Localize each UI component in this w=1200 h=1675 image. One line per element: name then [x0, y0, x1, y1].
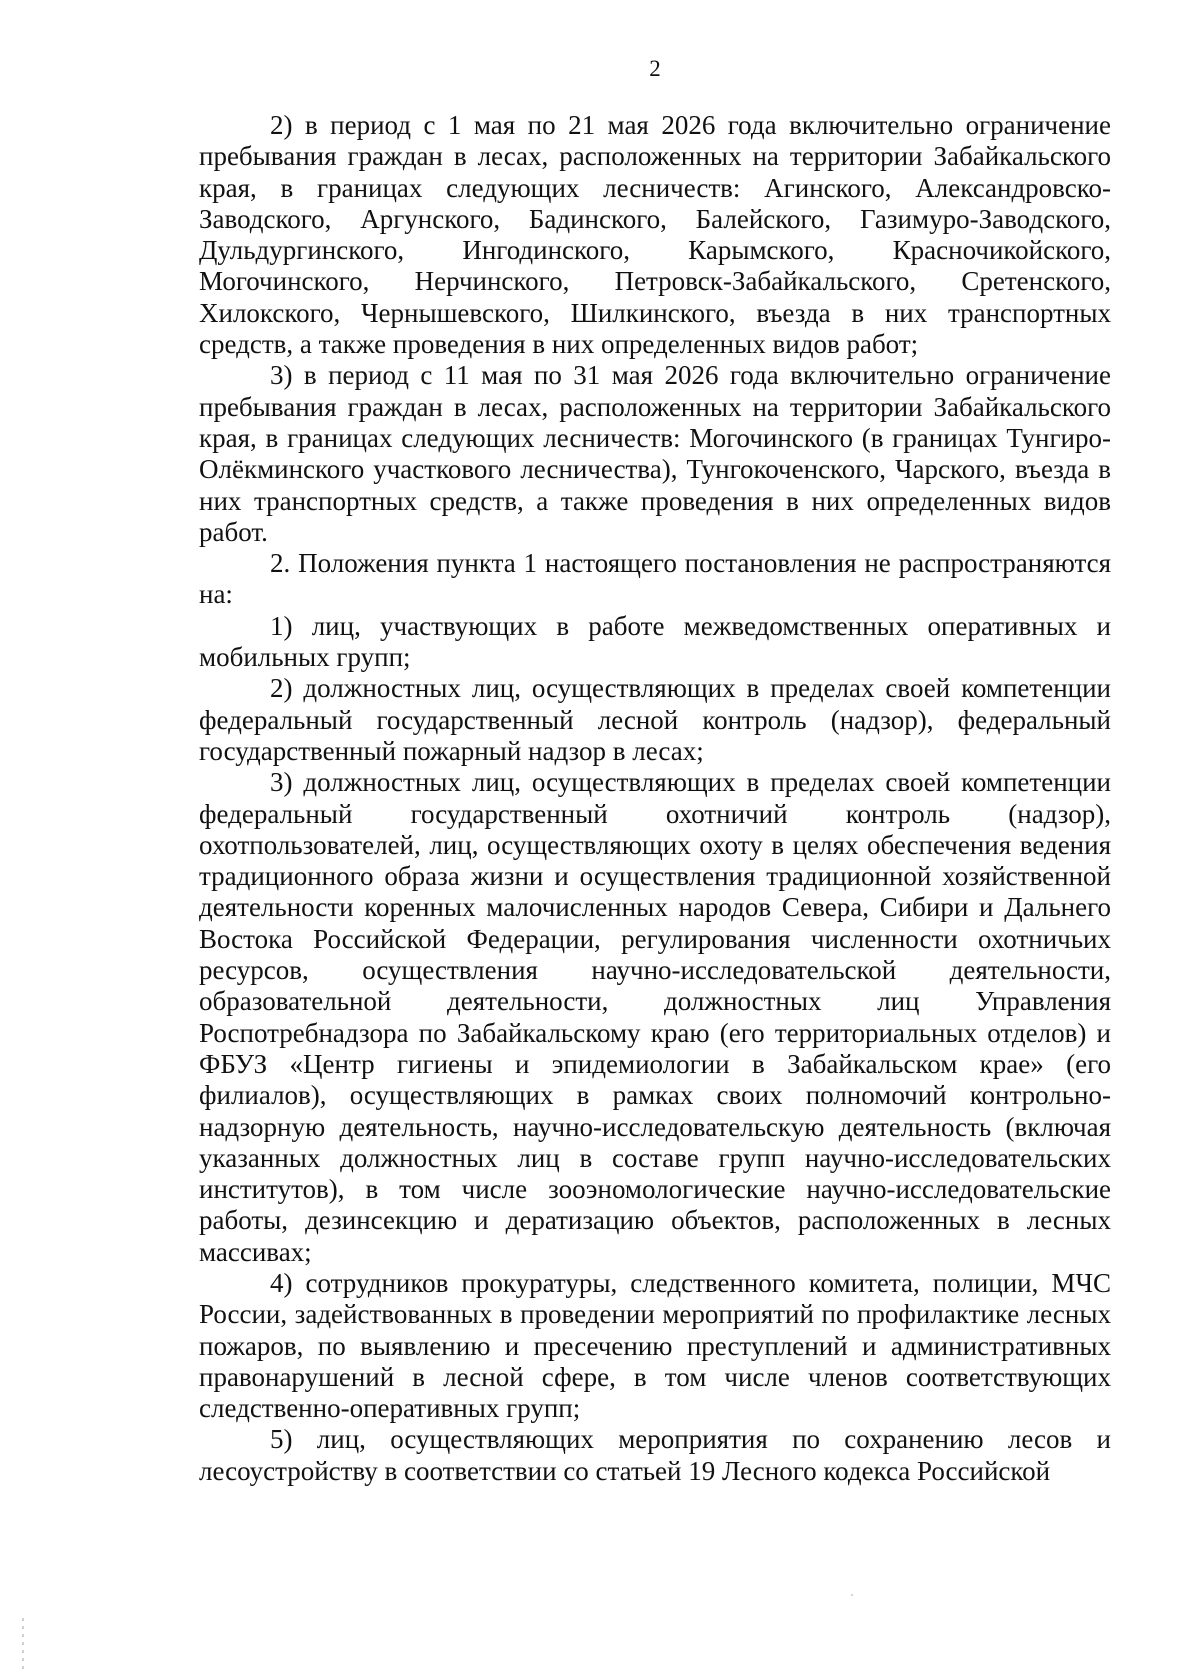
paragraph-exception-2-forest-control: 2) должностных лиц, осуществляющих в пределах своей компетенции федеральный государственный лесной контроль (надзор), федеральный государственный пожарный надзор в лесах;: [199, 673, 1111, 766]
scan-artifact-dot: [851, 1594, 853, 1596]
page-number: 2: [649, 56, 661, 81]
paragraph-section-2-exceptions: 2. Положения пункта 1 настоящего постановления не распространяются на:: [199, 548, 1111, 610]
document-body: [199, 110, 1111, 1487]
scan-artifact-edge: [22, 1618, 24, 1670]
paragraph-item-2-period-1-21-may: 2) в период с 1 мая по 21 мая 2026 года включительно ограничение пребывания граждан в лесах, расположенных на территории Забайкальского края, в границах следующих лесничеств: Агинского, Александровско-Заводского, Аргунского, Бадинского, Балейского, Газимуро-Заводского, Дульдургинского, Ингодинского, Карымского, Красночикойского, Могочинского, Нерчинского, Петровск-Забайкальского, Сретенского, Хилокского, Чернышевского, Шилкинского, въезда в них транспортных средств, а также проведения в них определенных видов работ;: [199, 110, 1111, 360]
paragraph-exception-5-forest-preservation: 5) лиц, осуществляющих мероприятия по сохранению лесов и лесоустройству в соответствии со статьей 19 Лесного кодекса Российской: [199, 1424, 1111, 1486]
paragraph-item-3-period-11-31-may: 3) в период с 11 мая по 31 мая 2026 года включительно ограничение пребывания граждан в лесах, расположенных на территории Забайкальского края, в границах следующих лесничеств: Могочинского (в границах Тунгиро-Олёкминского участкового лесничества), Тунгокоченского, Чарского, въезда в них транспортных средств, а также проведения в них определенных видов работ.: [199, 360, 1111, 547]
paragraph-exception-4-law-enforcement: 4) сотрудников прокуратуры, следственного комитета, полиции, МЧС России, задействованных в проведении мероприятий по профилактике лесных пожаров, по выявлению и пресечению преступлений и административных правонарушений в лесной сфере, в том числе членов соответствующих следственно-оперативных групп;: [199, 1267, 1111, 1424]
paragraph-exception-3-hunting-control: 3) должностных лиц, осуществляющих в пределах своей компетенции федеральный государственный охотничий контроль (надзор), охотпользователей, лиц, осуществляющих охоту в целях обеспечения ведения традиционного образа жизни и осуществления традиционной хозяйственной деятельности коренных малочисленных народов Севера, Сибири и Дальнего Востока Российской Федерации, регулирования численности охотничьих ресурсов, осуществления научно-исследовательской деятельности, образовательной деятельности, должностных лиц Управления Роспотребнадзора по Забайкальскому краю (его территориальных отделов) и ФБУЗ «Центр гигиены и эпидемиологии в Забайкальском крае» (его филиалов), осуществляющих в рамках своих полномочий контрольно-надзорную деятельность, научно-исследовательскую деятельность (включая указанных должностных лиц в составе групп научно-исследовательских институтов), в том числе зооэномологические научно-исследовательские работы, дезинсекцию и дератизацию объектов, расположенных в лесных массивах;: [199, 767, 1111, 1267]
paragraph-exception-1-operational-groups: 1) лиц, участвующих в работе межведомственных оперативных и мобильных групп;: [199, 610, 1111, 673]
